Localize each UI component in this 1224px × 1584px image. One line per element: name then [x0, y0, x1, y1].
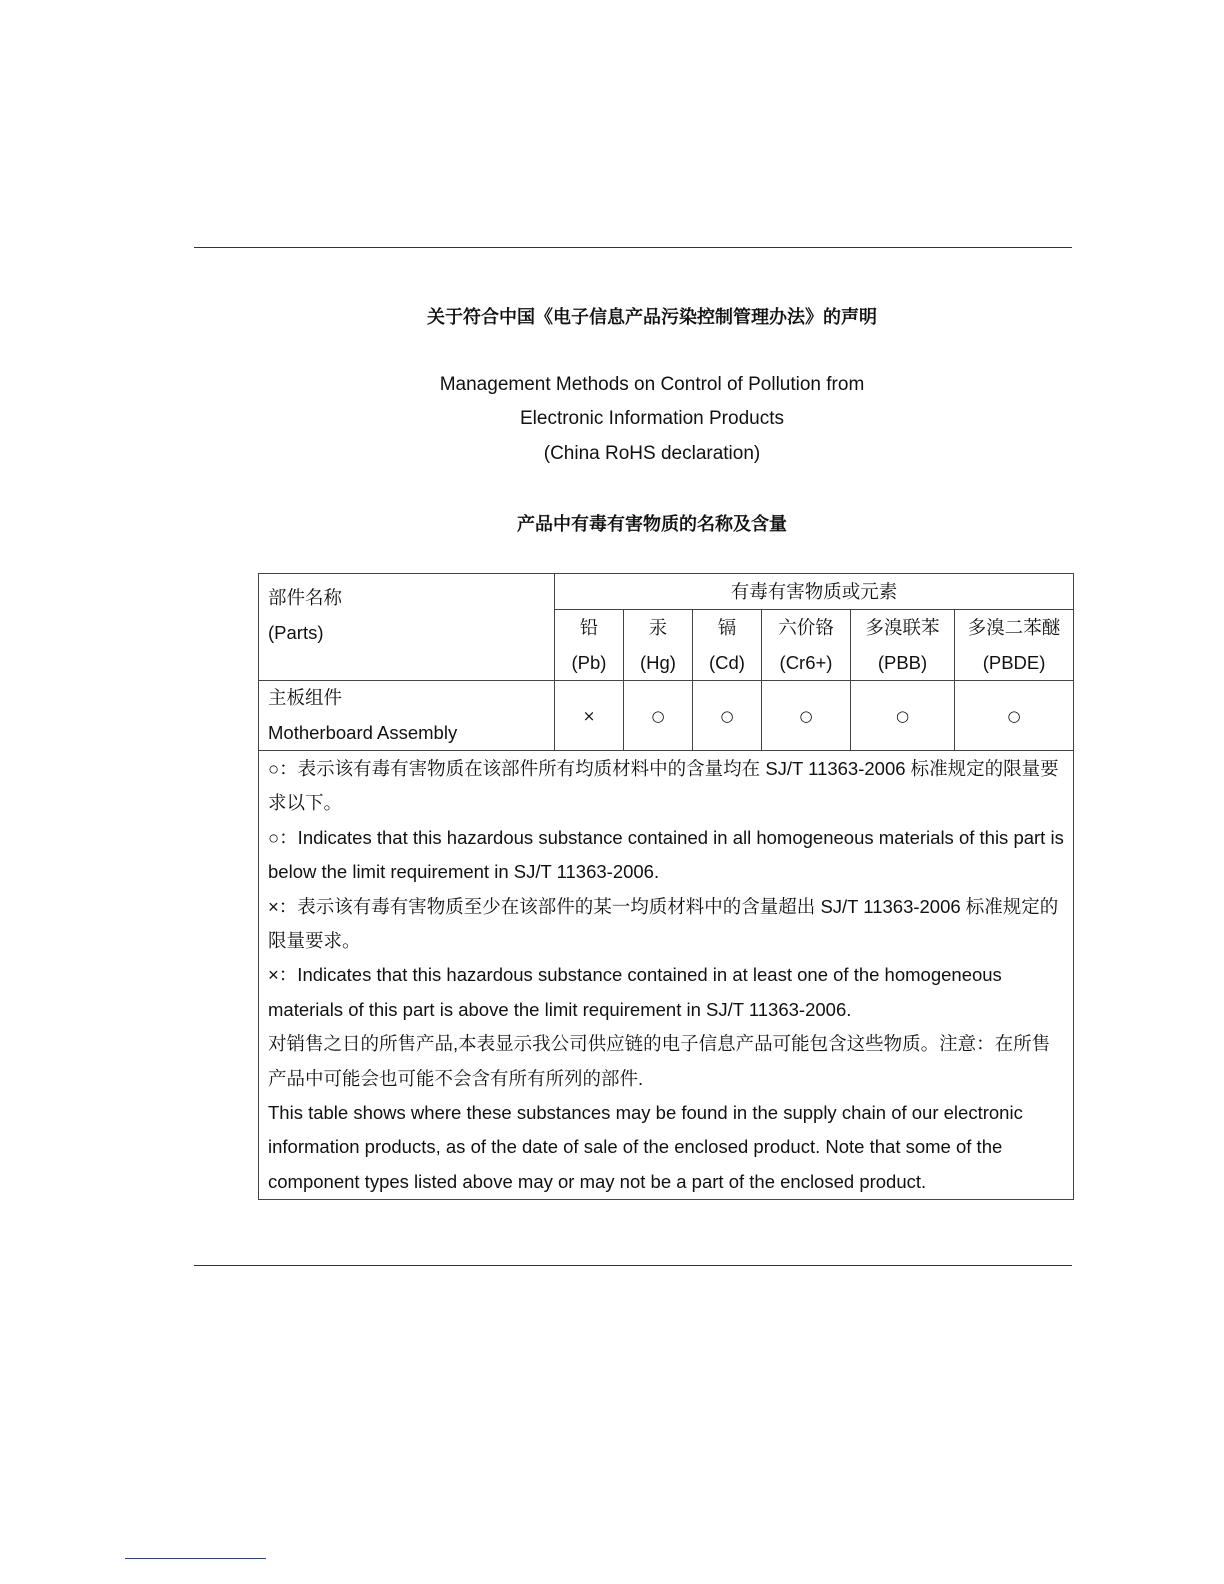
table-title: 产品中有毒有害物质的名称及含量 — [517, 514, 787, 535]
element-name-chinese: 多溴二苯醚 — [967, 617, 1061, 638]
parts-header-english: (Parts) — [268, 622, 324, 643]
part-name-english: Motherboard Assembly — [268, 721, 458, 743]
mark-cr6 — [762, 681, 851, 751]
declaration-title-english-line-2: Electronic Information Products — [519, 408, 784, 429]
element-symbol: (Cr6+) — [779, 652, 833, 673]
element-symbol: (PBDE) — [982, 652, 1046, 673]
element-symbol: (PBB) — [877, 652, 928, 673]
declaration-title-english-line-1: Management Methods on Control of Pollution from — [439, 374, 865, 395]
note-exceeds-limit-chinese: ×：表示该有毒有害物质至少在该部件的某一均质材料中的含量超出 SJ/T 11363-2006 标准规定的限量要求。 — [268, 895, 1059, 952]
exceeds-limit-mark: × — [582, 706, 596, 725]
within-limit-mark: ○ — [651, 706, 665, 725]
element-name-chinese: 多溴联苯 — [865, 617, 940, 638]
within-limit-mark: ○ — [799, 706, 813, 725]
within-limit-mark: ○ — [895, 706, 910, 725]
element-header-cd — [693, 610, 762, 681]
part-name-cell — [259, 681, 555, 751]
note-within-limit-english: ○：Indicates that this hazardous substance contained in all homogeneous materials of this part is below the limit requirement in SJ/T 11363-2006. — [268, 826, 1064, 883]
notes-cell — [259, 751, 1074, 1200]
declaration-title-chinese: 关于符合中国《电子信息产品污染控制管理办法》的声明 — [427, 307, 877, 328]
within-limit-mark: ○ — [1007, 706, 1021, 725]
mark-pbde — [955, 681, 1074, 751]
element-header-pb — [555, 610, 624, 681]
element-header-pbb — [851, 610, 955, 681]
bottom-rule — [194, 1265, 1072, 1266]
element-symbol: (Cd) — [709, 652, 745, 673]
hazardous-substances-header: 有毒有害物质或元素 — [555, 574, 1074, 610]
element-name-chinese: 镉 — [717, 617, 737, 638]
note-within-limit-chinese: ○：表示该有毒有害物质在该部件所有均质材料中的含量均在 SJ/T 11363-2006 标准规定的限量要求以下。 — [268, 758, 1059, 814]
mark-pbb — [851, 681, 955, 751]
mark-hg — [624, 681, 693, 751]
parts-header-cell — [259, 574, 555, 681]
top-rule — [194, 247, 1072, 248]
element-header-hg — [624, 610, 693, 681]
element-name-chinese: 汞 — [648, 617, 668, 638]
element-name-chinese: 铅 — [579, 617, 599, 638]
element-symbol: (Pb) — [571, 652, 607, 673]
element-name-chinese: 六价铬 — [778, 617, 834, 638]
rohs-substance-table — [258, 573, 1074, 1200]
mark-pb — [555, 681, 624, 751]
element-symbol: (Hg) — [640, 652, 676, 673]
note-supply-chain-chinese: 对销售之日的所售产品,本表显示我公司供应链的电子信息产品可能包含这些物质。注意：在所售产品中可能会也可能不会含有所有所列的部件. — [268, 1033, 1051, 1089]
note-exceeds-limit-english: ×：Indicates that this hazardous substance contained in at least one of the homogeneous materials of this part is above the limit requirement in SJ/T 11363-2006. — [268, 964, 1002, 1020]
within-limit-mark: ○ — [720, 706, 734, 725]
note-supply-chain-english: This table shows where these substances may be found in the supply chain of our electronic information products, as of the date of sale of the enclosed product. Note that some of the component types listed above may or may not be a part of the enclosed product. — [268, 1102, 1023, 1192]
element-header-pbde — [955, 610, 1074, 681]
element-header-cr6 — [762, 610, 851, 681]
parts-header-chinese: 部件名称 — [268, 587, 343, 608]
mark-cd — [693, 681, 762, 751]
declaration-title-english-line-3: (China RoHS declaration) — [543, 443, 761, 464]
part-name-chinese: 主板组件 — [268, 687, 343, 708]
footnote-separator — [125, 1558, 266, 1559]
